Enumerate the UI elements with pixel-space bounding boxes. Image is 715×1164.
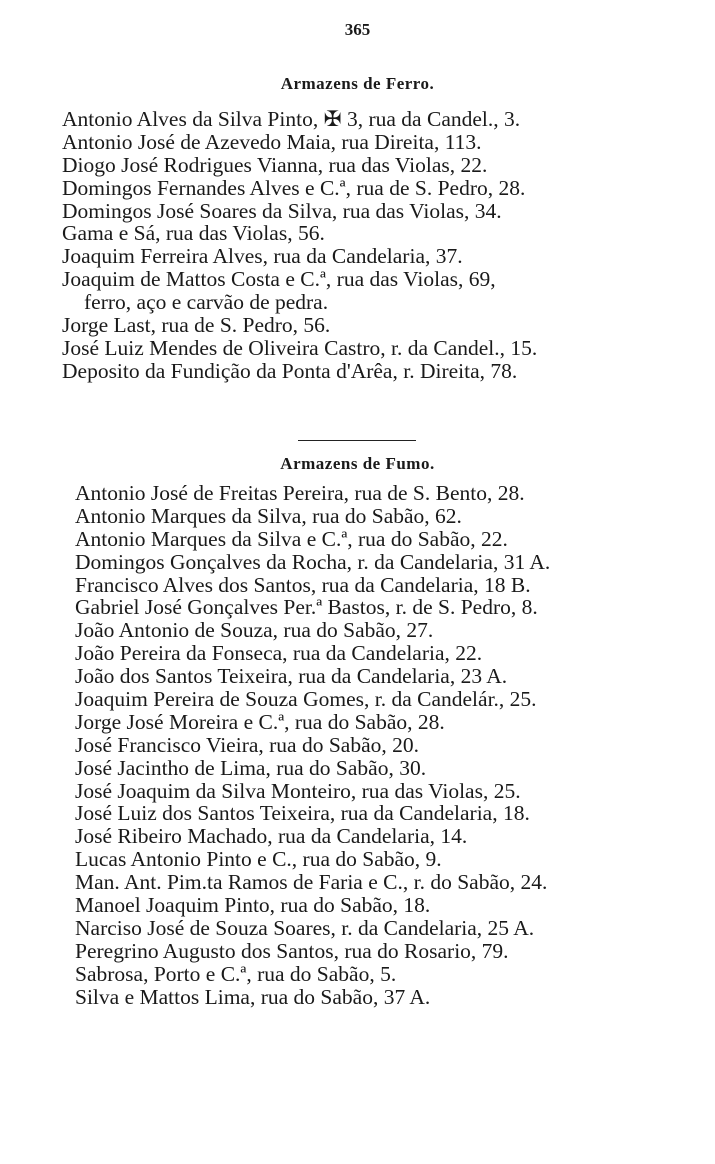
list-item: Sabrosa, Porto e C.ª, rua do Sabão, 5. [75, 961, 397, 986]
list-item: Antonio Alves da Silva Pinto, ✠ 3, rua da Candel., 3. [62, 107, 521, 131]
list-item: Man. Ant. Pim.ta Ramos de Faria e C., r. do Sabão, 24. [75, 870, 548, 895]
list-item: Diogo José Rodrigues Vianna, rua das Violas, 22. [62, 152, 488, 177]
list-item: Joaquim de Mattos Costa e C.ª, rua das Violas, 69, [62, 267, 496, 292]
list-item: Domingos Fernandes Alves e C.ª, rua de S. Pedro, 28. [62, 175, 526, 200]
list-item: Gabriel José Gonçalves Per.ª Bastos, r. de S. Pedro, 8. [75, 595, 538, 620]
list-item: Joaquim Ferreira Alves, rua da Candelaria, 37. [62, 244, 463, 269]
list-item: João dos Santos Teixeira, rua da Candelaria, 23 A. [75, 664, 508, 689]
list-item: José Joaquim da Silva Monteiro, rua das Violas, 25. [75, 778, 521, 803]
list-item: Jorge José Moreira e C.ª, rua do Sabão, 28. [75, 709, 445, 734]
list-item: Domingos Gonçalves da Rocha, r. da Candelaria, 31 A. [75, 549, 551, 574]
list-item: Silva e Mattos Lima, rua do Sabão, 37 A. [75, 984, 431, 1009]
list-item: Francisco Alves dos Santos, rua da Candelaria, 18 B. [75, 572, 531, 597]
list-item: Antonio José de Azevedo Maia, rua Direita, 113. [62, 129, 482, 154]
list-item: João Antonio de Souza, rua do Sabão, 27. [75, 618, 434, 643]
list-item: Peregrino Augusto dos Santos, rua do Rosario, 79. [75, 938, 509, 963]
section-fumo-list [75, 482, 675, 1008]
section-title-fumo: Armazens de Fumo. [280, 454, 435, 473]
page-number: 365 [344, 20, 371, 39]
section-title-ferro: Armazens de Ferro. [280, 74, 435, 93]
list-item: Narciso José de Souza Soares, r. da Candelaria, 25 A. [75, 915, 535, 940]
list-item: Antonio Marques da Silva, rua do Sabão, 62. [75, 503, 462, 528]
list-item: ferro, aço e carvão de pedra. [84, 290, 329, 315]
section-ferro-list [62, 108, 662, 383]
list-item: José Francisco Vieira, rua do Sabão, 20. [75, 732, 420, 757]
list-item: Domingos José Soares da Silva, rua das Violas, 34. [62, 198, 502, 223]
list-item: Antonio Marques da Silva e C.ª, rua do Sabão, 22. [75, 526, 508, 551]
list-item: Gama e Sá, rua das Violas, 56. [62, 221, 325, 246]
list-item: José Luiz Mendes de Oliveira Castro, r. da Candel., 15. [62, 335, 538, 360]
list-item: Deposito da Fundição da Ponta d'Arêa, r. Direita, 78. [62, 358, 518, 383]
list-item: Jorge Last, rua de S. Pedro, 56. [62, 313, 331, 338]
list-item: Manoel Joaquim Pinto, rua do Sabão, 18. [75, 893, 431, 918]
list-item: José Luiz dos Santos Teixeira, rua da Candelaria, 18. [75, 801, 530, 826]
section-divider [298, 440, 416, 441]
list-item: Lucas Antonio Pinto e C., rua do Sabão, 9. [75, 847, 442, 872]
list-item: Antonio José de Freitas Pereira, rua de S. Bento, 28. [75, 481, 525, 505]
list-item: José Jacintho de Lima, rua do Sabão, 30. [75, 755, 427, 780]
list-item: João Pereira da Fonseca, rua da Candelaria, 22. [75, 641, 483, 666]
list-item: Joaquim Pereira de Souza Gomes, r. da Candelár., 25. [75, 687, 537, 712]
list-item: José Ribeiro Machado, rua da Candelaria, 14. [75, 824, 468, 849]
